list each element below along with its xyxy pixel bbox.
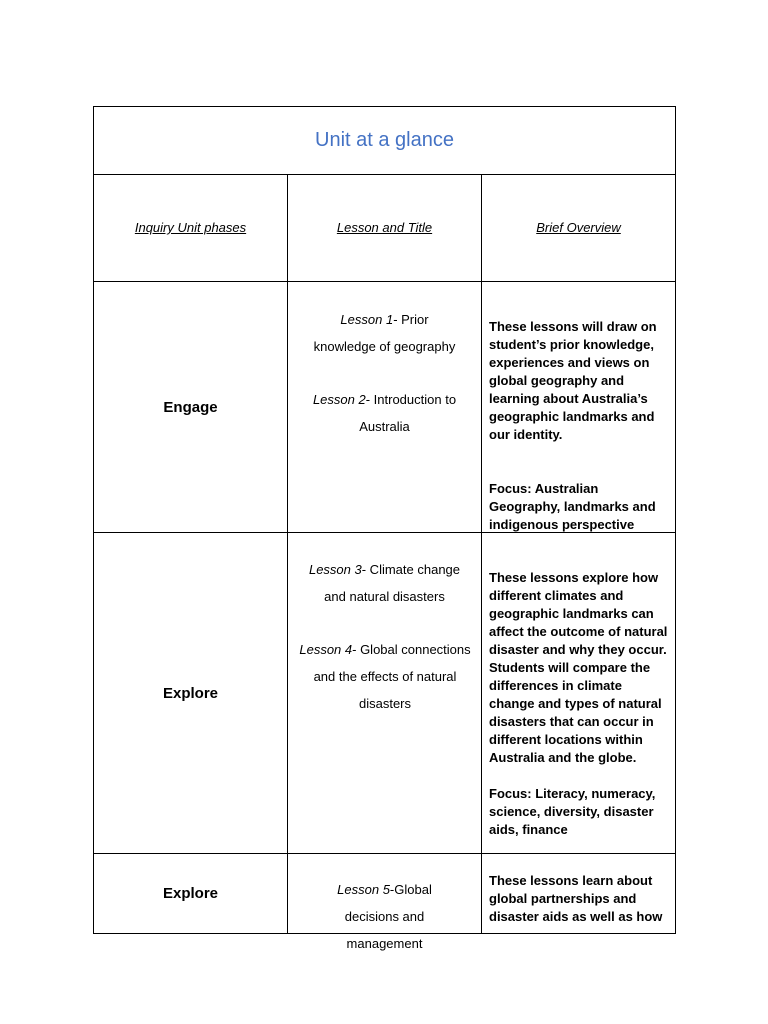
lesson-3 bbox=[305, 556, 465, 610]
lesson-number: Lesson 4 bbox=[299, 642, 353, 657]
header-phase-cell bbox=[94, 174, 288, 281]
lesson-number: Lesson 1 bbox=[340, 312, 394, 327]
overview-cell bbox=[482, 282, 675, 532]
lessons-cell bbox=[288, 854, 482, 951]
lesson-1 bbox=[310, 306, 460, 360]
header-row bbox=[94, 174, 675, 282]
overview-cell bbox=[482, 533, 675, 853]
table-row bbox=[94, 854, 675, 951]
overview-text: These lessons explore how different climates and geographic landmarks can affect the outcome of natural disaster and why they occur. Students will compare the differences in climate change and types of natural disasters that can occur in different locations within Australia and the globe. bbox=[489, 570, 668, 765]
phase-label: Explore bbox=[162, 684, 219, 702]
phase-cell bbox=[94, 282, 288, 532]
unit-table bbox=[93, 106, 676, 951]
phase-label: Explore bbox=[162, 885, 219, 902]
lessons-cell bbox=[288, 533, 482, 853]
lesson-2 bbox=[300, 386, 470, 440]
title-row bbox=[94, 107, 675, 175]
lesson-title: - Global connections and the effects of natural disasters bbox=[313, 642, 471, 711]
lesson-title: -Global decisions and management bbox=[344, 882, 432, 951]
lesson-number: Lesson 2 bbox=[312, 392, 366, 407]
lesson-title: - Introduction to Australia bbox=[359, 392, 457, 434]
phase-cell bbox=[94, 854, 288, 933]
lesson-title: - Prior knowledge of geography bbox=[313, 312, 456, 354]
phase-label: Engage bbox=[163, 398, 218, 416]
overview-text: These lessons will draw on student’s prior knowledge, experiences and views on global geography and learning about Australia’s geographic landmarks and our identity. bbox=[489, 319, 657, 442]
table-row bbox=[94, 282, 675, 533]
page-title: Unit at a glance bbox=[315, 129, 454, 151]
overview-cell bbox=[482, 854, 675, 933]
phase-cell bbox=[94, 533, 288, 853]
lesson-title: - Climate change and natural disasters bbox=[324, 562, 461, 604]
table-row bbox=[94, 533, 675, 854]
lesson-number: Lesson 3 bbox=[308, 562, 362, 577]
overview-text: These lessons learn about global partnerships and disaster aids as well as how bbox=[489, 873, 663, 924]
header-lesson-cell bbox=[288, 174, 482, 281]
lessons-cell bbox=[288, 282, 482, 532]
header-phase: Inquiry Unit phases bbox=[134, 220, 247, 235]
header-overview: Brief Overview bbox=[536, 220, 621, 235]
header-overview-cell bbox=[482, 174, 675, 281]
lesson-4 bbox=[296, 636, 474, 717]
focus-text: Focus: Literacy, numeracy, science, diversity, disaster aids, finance bbox=[489, 786, 656, 837]
lesson-5 bbox=[310, 876, 460, 957]
focus-text: Focus: Australian Geography, landmarks and indigenous perspective bbox=[489, 481, 656, 532]
header-lesson: Lesson and Title bbox=[336, 220, 433, 235]
lesson-number: Lesson 5 bbox=[337, 882, 390, 897]
